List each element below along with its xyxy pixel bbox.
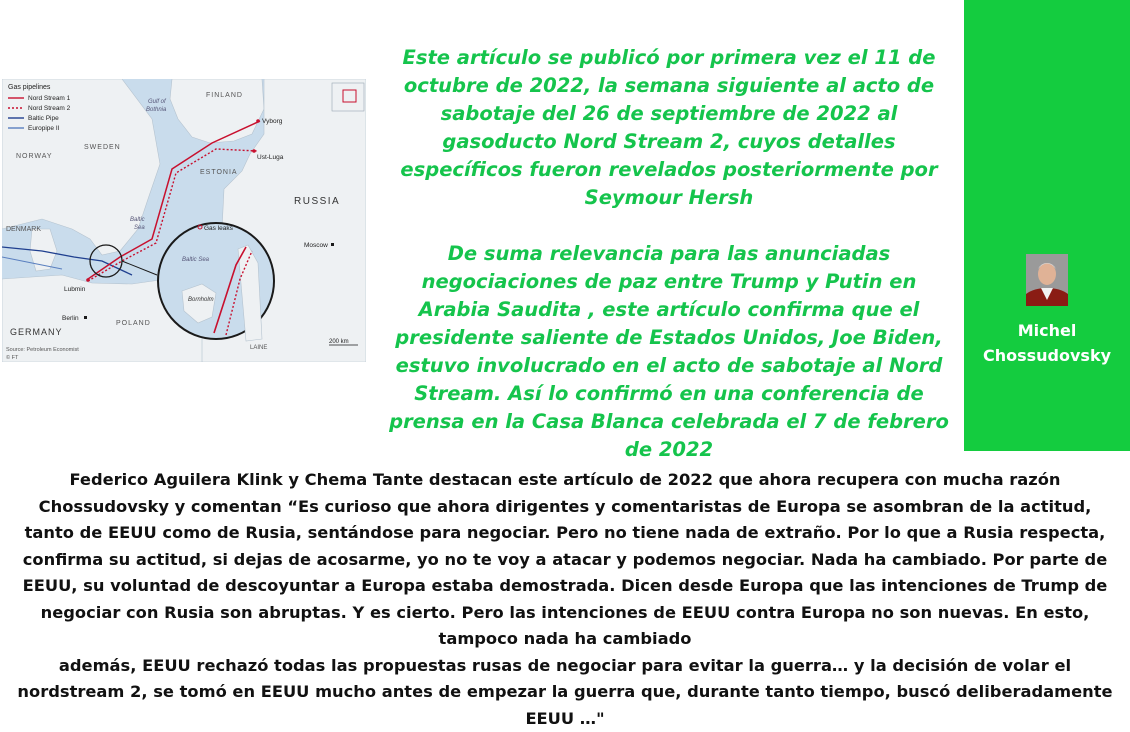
label-russia: RUSSIA [294,196,340,207]
label-scale: 200 km [329,339,349,345]
label-finland: FINLAND [206,92,243,99]
label-lubmin: Lubmin [64,286,86,293]
label-poland: POLAND [116,320,151,327]
label-credit: © FT [6,354,19,361]
label-bornholm: Bornholm [188,297,214,303]
commentary-paragraph-2: además, EEUU rechazó todas las propuestas rusas de negociar para evitar la guerra… y la decisión de volar el nordstream 2, se tomó en EEUU mucho antes de empezar la guerra que, durante tanto tiempo, buscó deliberadamente EEUU …" [14,653,1116,732]
label-sweden: SWEDEN [84,144,121,151]
author-name [964,318,1130,368]
author-photo-icon [1026,254,1068,306]
label-berlin: Berlin [62,315,79,322]
legend-europipe: Europipe II [28,125,60,132]
commentary-paragraph-1: Federico Aguilera Klink y Chema Tante destacan este artículo de 2022 que ahora recupera con mucha razón Chossudovsky y comentan “Es curioso que ahora dirigentes y comentaristas de Europa se asombran de la actitud, tanto de EEUU como de Rusia, sentándose para negociar. Pero no tiene nada de extraño. Por lo que a Rusia respecta, confirma su actitud, si dejas de acosarme, yo no te voy a atacar y podemos negociar. Nada ha cambiado. Por parte de EEUU, su voluntad de descoyuntar a Europa estaba demostrada. Dicen desde Europa que las intenciones de Trump de negociar con Rusia son abruptas. Y es cierto. Pero las intenciones de EEUU contra Europa no son nuevas. En esto, tampoco nada ha cambiado [14,467,1116,653]
label-source: Source: Petroleum Economist [6,347,79,353]
label-baltic: Baltic [130,217,145,223]
label-germany: GERMANY [10,327,63,337]
intro-paragraph-1: Este artículo se publicó por primera vez el 11 de octubre de 2022, la semana siguiente al acto de sabotaje del 26 de septiembre de 2022 al gasoducto Nord Stream 2, cuyos detalles específicos fueron revelados posteriormente por Seymour Hersh [388,44,950,212]
nord-stream-map [2,79,366,362]
legend-title: Gas pipelines [8,84,51,91]
label-vyborg: Vyborg [262,118,283,125]
label-gulf: Gulf of [148,99,167,105]
author-first-name: Michel [964,318,1130,343]
author-sidebar [964,0,1130,451]
label-ust-luga: Ust-Luga [257,154,284,161]
label-bothnia: Bothnia [146,107,167,113]
label-moscow: Moscow [304,242,328,249]
legend-baltic-pipe: Baltic Pipe [28,115,59,122]
intro-section [388,44,950,464]
legend-nord-stream-2: Nord Stream 2 [28,105,71,112]
label-estonia: ESTONIA [200,169,238,176]
label-baltic-sea-inset: Baltic Sea [182,257,210,263]
label-lithuania-partial: LAINE [250,345,267,351]
intro-paragraph-2: De suma relevancia para las anunciadas negociaciones de paz entre Trump y Putin en Arabia Saudita , este artículo confirma que el presidente saliente de Estados Unidos, Joe Biden, estuvo involucrado en el acto de sabotaje al Nord Stream. Así lo confirmó en una conferencia de prensa en la Casa Blanca celebrada el 7 de febrero de 2022 [388,240,950,464]
label-gas-leaks: Gas leaks [204,225,234,232]
commentary-section [14,467,1116,732]
author-last-name: Chossudovsky [964,343,1130,368]
label-sea: Sea [134,225,145,231]
label-denmark: DENMARK [6,226,41,233]
author-avatar [1026,254,1068,306]
label-norway: NORWAY [16,153,53,160]
legend-nord-stream-1: Nord Stream 1 [28,95,71,102]
map-svg [2,79,366,362]
